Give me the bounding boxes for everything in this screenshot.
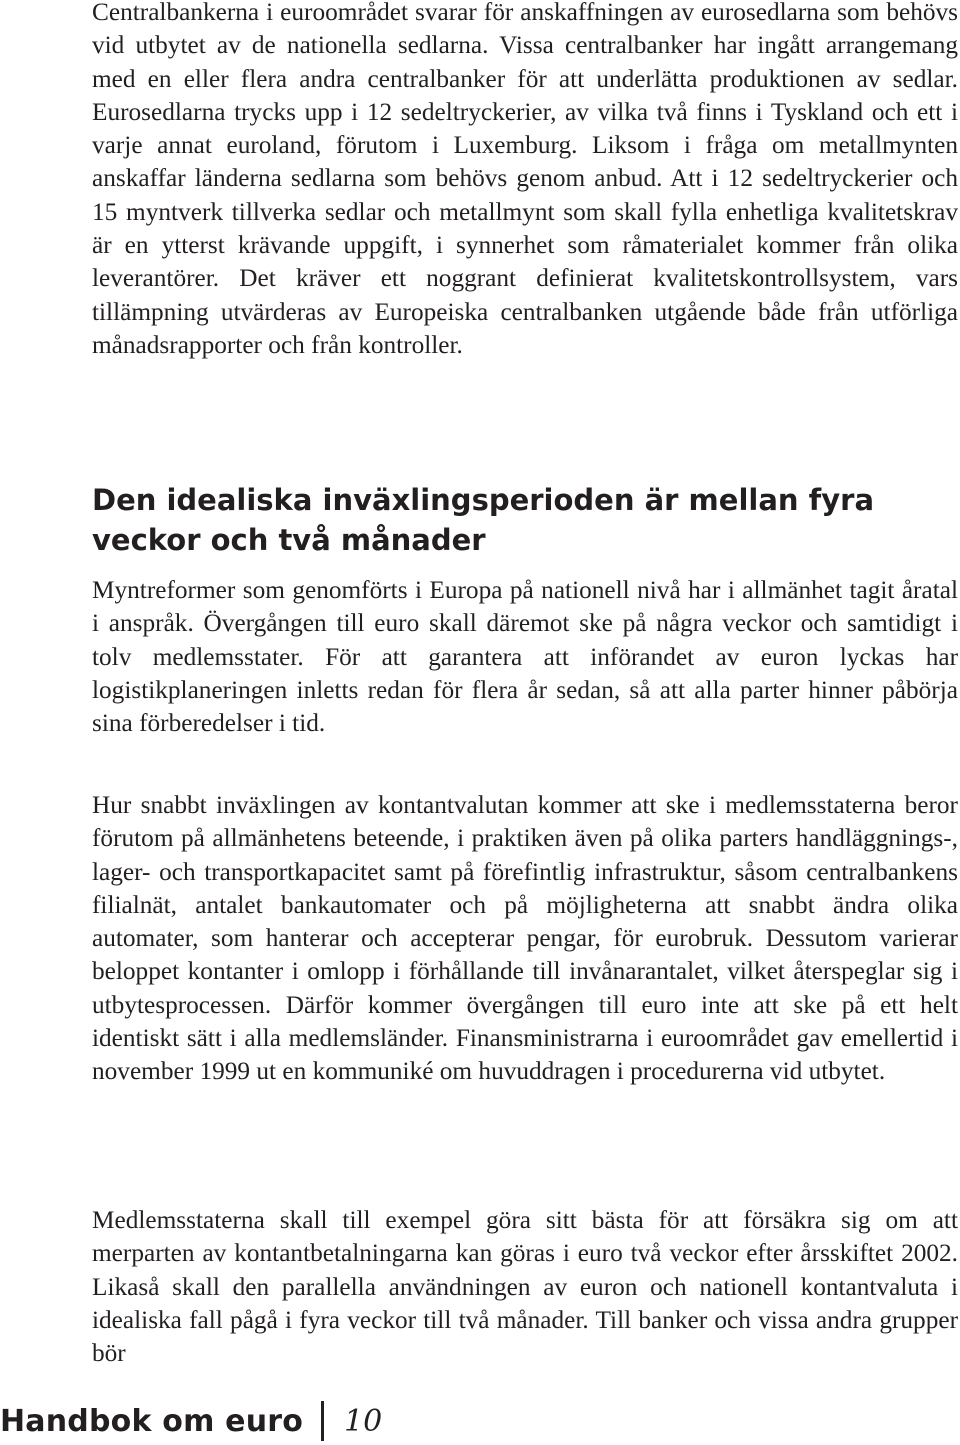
body-paragraph: Hur snabbt inväxlingen av kontantvalutan kommer att ske i medlemsstaterna beror förutom på allmänhetens beteende, i praktiken även på olika parters handläggnings-, lager- och transportkapacitet samt på förefintlig infrastruktur, såsom centralbankens filialnät, antalet bankautomater och på möjligheterna att snabbt ändra olika automater, som hanterar och accepterar pengar, för eurobruk. Dessutom varierar beloppet kontanter i omlopp i förhållande till invånarantalet, vilket återspeglar sig i utbytesprocessen. Därför kommer övergången till euro inte att ske på ett helt identiskt sätt i alla medlemsländer. Finansministrarna i euroområdet gav emellertid i november 1999 ut en kommuniké om huvuddragen i procedurerna vid utbytet. [92, 791, 958, 1086]
body-paragraph: Centralbankerna i euroområdet svarar för anskaffningen av eurosedlarna som behövs vid utbytet av de nationella sedlarna. Vissa centralbanker har ingått arrangemang med en eller flera andra centralbanker för att underlätta produktionen av sedlar. Eurosedlarna trycks upp i 12 sedeltryckerier, av vilka två finns i Tyskland och ett i varje annat euroland, förutom i Luxemburg. Liksom i fråga om metallmynten anskaffar länderna sedlarna som behövs genom anbud. Att i 12 sedeltryckerier och 15 myntverk tillverka sedlar och metallmynt som skall fylla enhetliga kvalitetskrav är en ytterst krävande uppgift, i synnerhet som råmaterialet kommer från olika leverantörer. Det kräver ett noggrant definierat kvalitetskontrollsystem, vars tillämpning utvärderas av Europeiska centralbanken utgående både från utförliga månadsrapporter och från kontroller. [92, 0, 958, 359]
page-number: 10 [344, 1403, 383, 1439]
body-paragraph: Medlemsstaterna skall till exempel göra sitt bästa för att försäkra sig om att merparten av kontantbetalningarna kan göras i euro två veckor efter årsskiftet 2002. Likaså skall den parallella användningen av euron och nationell kontantvaluta i idealiska fall pågå i fyra veckor till två månader. Till banker och vissa andra grupper bör [92, 1206, 958, 1368]
footer-divider [321, 1401, 324, 1441]
footer-title: Handbok om euro [0, 1403, 304, 1439]
page-footer [0, 1398, 382, 1444]
section-heading: Den idealiska inväxlingsperioden är mellan fyra veckor och två månader [92, 483, 875, 557]
body-paragraph: Myntreformer som genomförts i Europa på nationell nivå har i allmänhet tagit åratal i anspråk. Övergången till euro skall däremot ske på några veckor och samtidigt i tolv medlemsstater. För att garantera att införandet av euron lyckas har logistikplaneringen inletts redan för flera år sedan, så att alla parter hinner påbörja sina förberedelser i tid. [92, 576, 958, 738]
